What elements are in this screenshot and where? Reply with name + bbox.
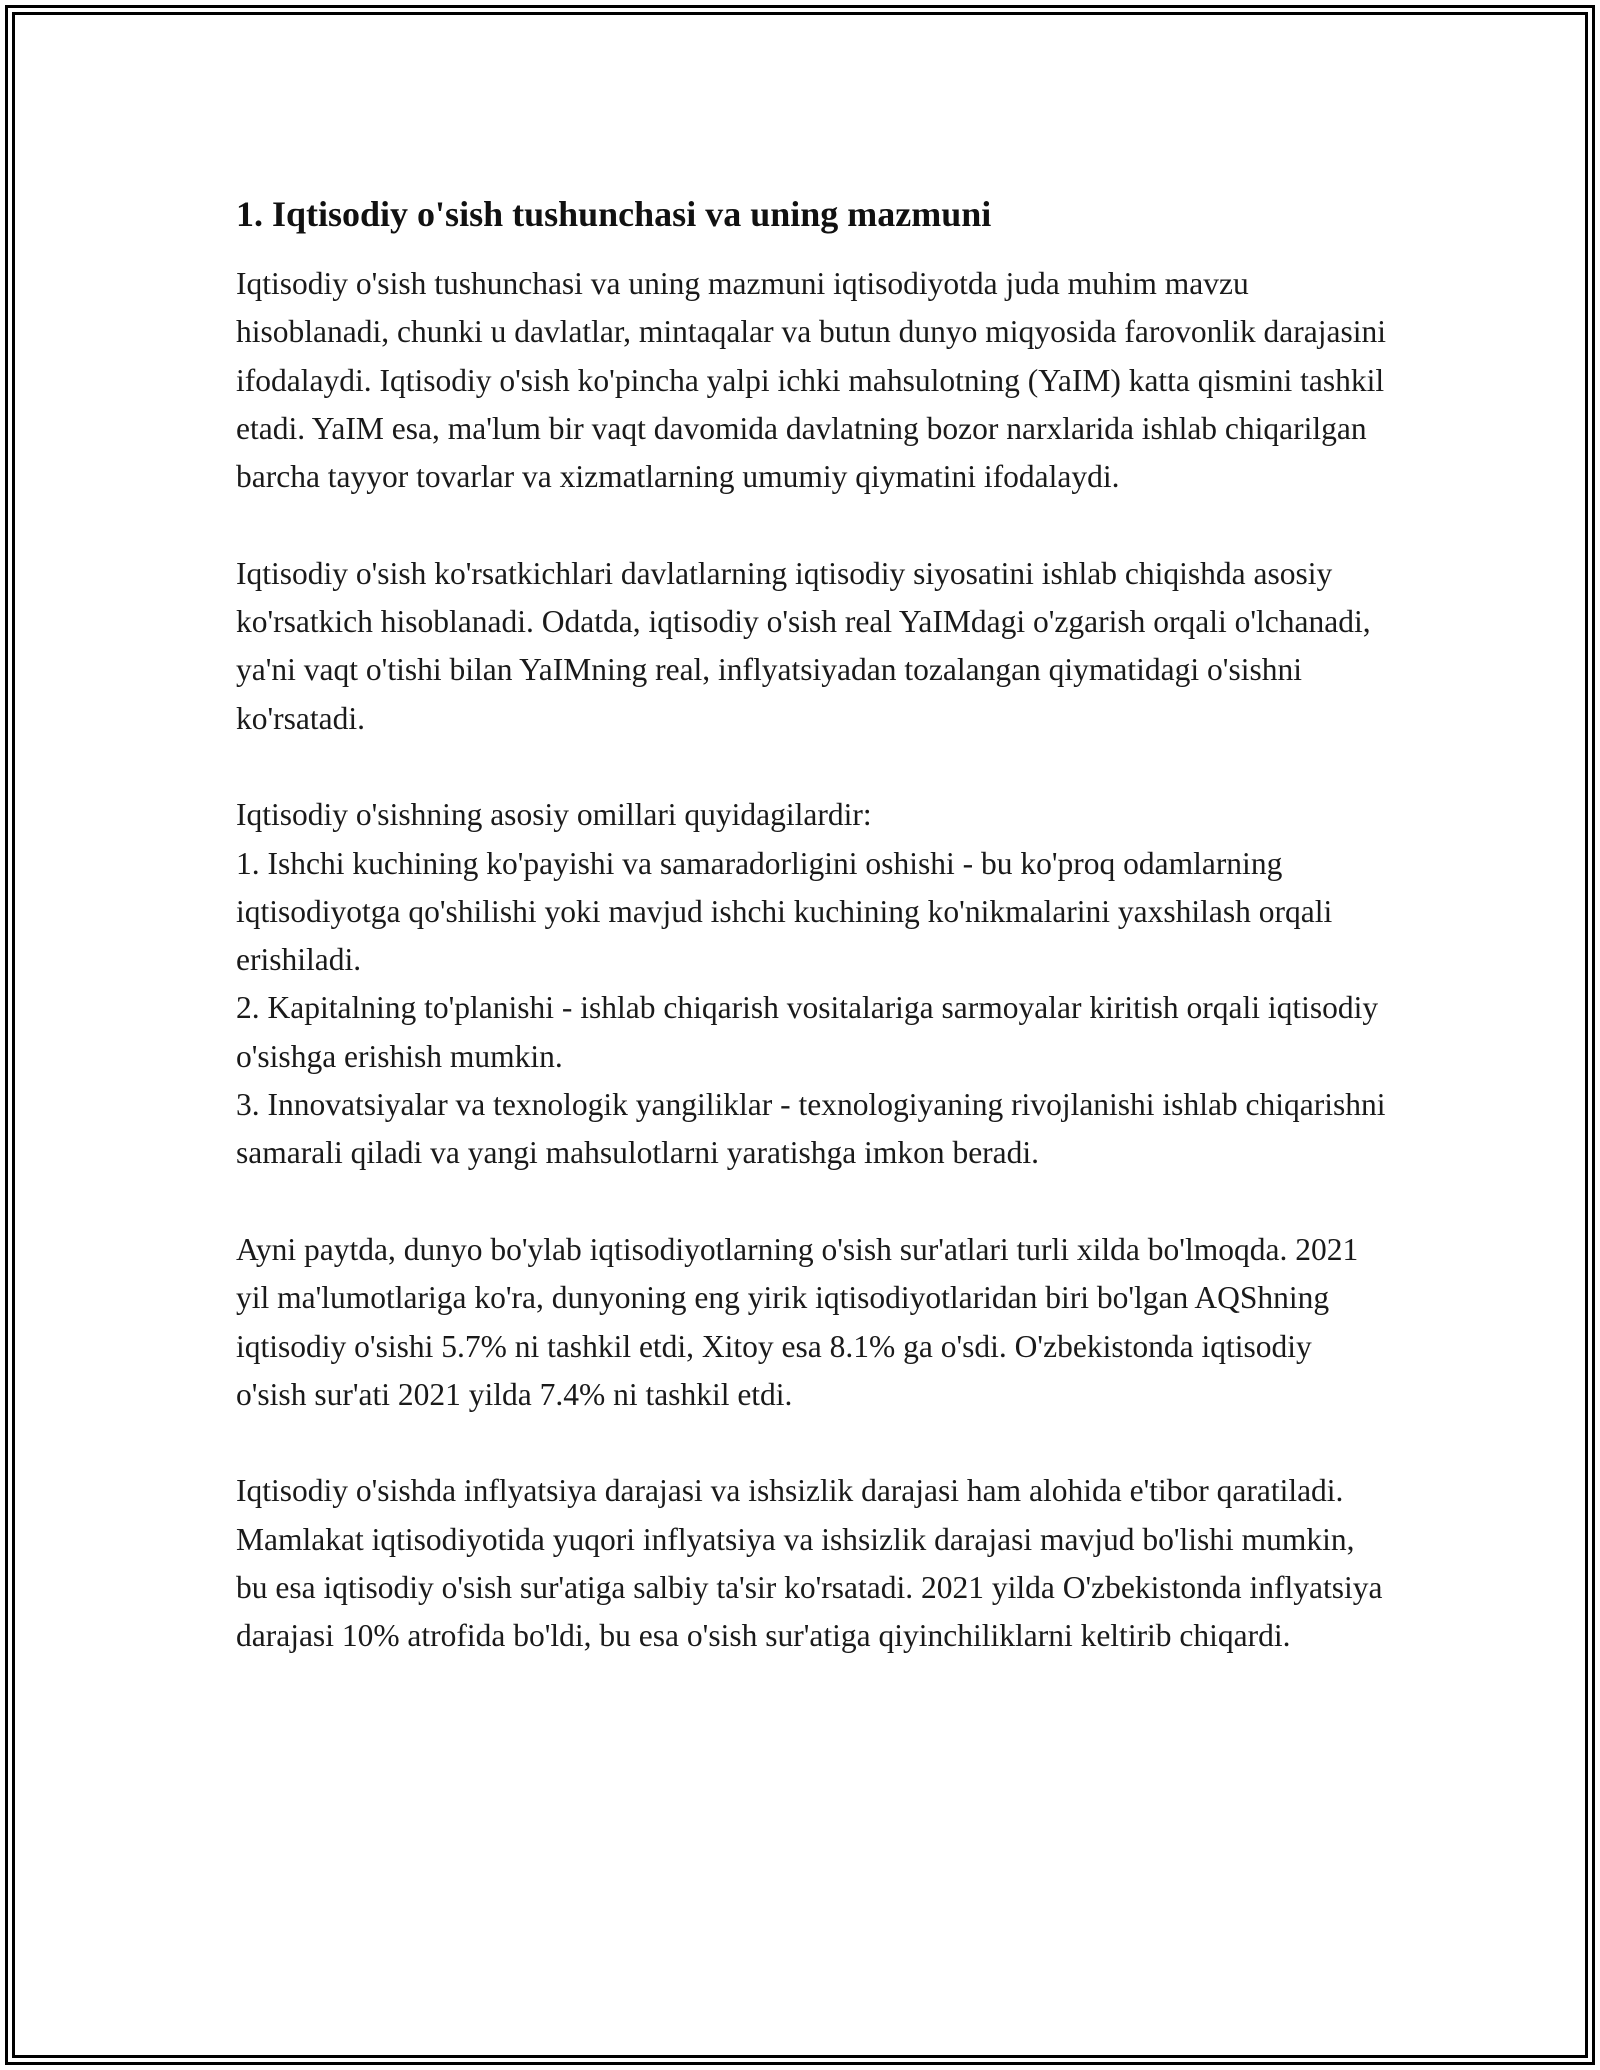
- section-heading: 1. Iqtisodiy o'sish tushunchasi va uning mazmuni: [236, 194, 992, 234]
- list-item-innovation: 3. Innovatsiyalar va texnologik yangiliklar - texnologiyaning rivojlanishi ishlab chiqarishni samarali qiladi va yangi mahsulotlarni yaratishga imkon beradi.: [236, 1087, 1386, 1171]
- paragraph-inflation: Iqtisodiy o'sishda inflyatsiya darajasi va ishsizlik darajasi ham alohida e'tibor qaratiladi. Mamlakat iqtisodiyotida yuqori inflyatsiya va ishsizlik darajasi mavjud bo'lishi mumkin, bu esa iqtisodiy o'sish sur'atiga salbiy ta'sir ko'rsatadi. 2021 yilda O'zbekistonda inflyatsiya darajasi 10% atrofida bo'ldi, bu esa o'sish sur'atiga qiyinchiliklarni keltirib chiqardi.: [236, 1473, 1383, 1654]
- paragraph-growth-rates: Ayni paytda, dunyo bo'ylab iqtisodiyotlarning o'sish sur'atlari turli xilda bo'lmoqda. 2021 yil ma'lumotlariga ko'ra, dunyoning eng yirik iqtisodiyotlaridan biri bo'lgan AQShning iqtisodiy o'sishi 5.7% ni tashkil etdi, Xitoy esa 8.1% ga o'sdi. O'zbekistonda iqtisodiy o'sish sur'ati 2021 yilda 7.4% ni tashkil etdi.: [236, 1231, 1359, 1412]
- paragraph-definition: Iqtisodiy o'sish tushunchasi va uning mazmuni iqtisodiyotda juda muhim mavzu hisoblanadi, chunki u davlatlar, mintaqalar va butun dunyo miqyosida farovonlik darajasini ifodalaydi. Iqtisodiy o'sish ko'pincha yalpi ichki mahsulotning (YaIM) katta qismini tashkil etadi. YaIM esa, ma'lum bir vaqt davomida davlatning bozor narxlarida ishlab chiqarilgan barcha tayyor tovarlar va xizmatlarning umumiy qiymatini ifodalaydi.: [236, 266, 1386, 495]
- list-item-capital: 2. Kapitalning to'planishi - ishlab chiqarish vositalariga sarmoyalar kiritish orqali iqtisodiy o'sishga erishish mumkin.: [236, 990, 1379, 1074]
- list-item-labor: 1. Ishchi kuchining ko'payishi va samaradorligini oshishi - bu ko'proq odamlarning iqtisodiyotga qo'shilishi yoki mavjud ishchi kuchining ko'nikmalarini yaxshilash orqali erishiladi.: [236, 845, 1333, 978]
- factors-list-intro: Iqtisodiy o'sishning asosiy omillari quyidagilardir:: [236, 797, 872, 833]
- paragraph-indicators: Iqtisodiy o'sish ko'rsatkichlari davlatlarning iqtisodiy siyosatini ishlab chiqishda asosiy ko'rsatkich hisoblanadi. Odatda, iqtisodiy o'sish real YaIMdagi o'zgarish orqali o'lchanadi, ya'ni vaqt o'tishi bilan YaIMning real, inflyatsiyadan tozalangan qiymatidagi o'sishni ko'rsatadi.: [236, 555, 1371, 736]
- factors-list: [236, 791, 1386, 1177]
- document-body: [236, 188, 1386, 1709]
